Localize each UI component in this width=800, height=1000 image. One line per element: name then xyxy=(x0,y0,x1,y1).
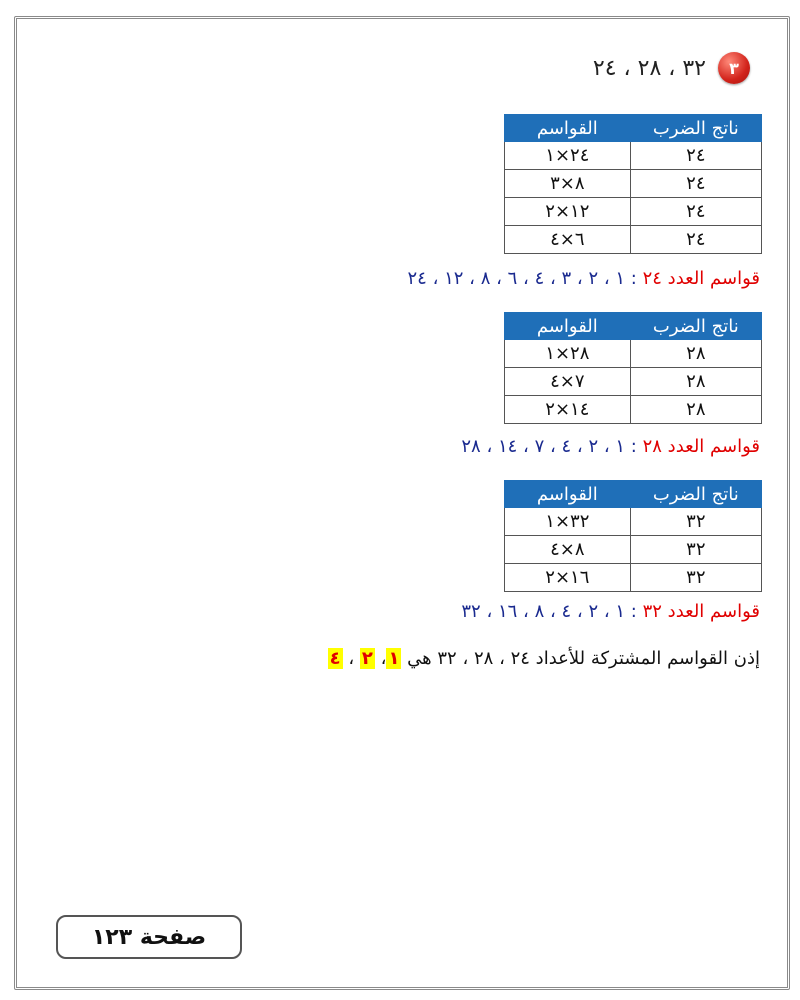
table-header-row xyxy=(505,481,762,508)
table-header-row xyxy=(505,313,762,340)
table-row xyxy=(505,368,762,396)
table-row xyxy=(505,536,762,564)
divisors-values: : ١ ، ٢ ، ٣ ، ٤ ، ٦ ، ٨ ، ١٢ ، ٢٤ xyxy=(407,268,637,289)
factors-header: القواسم xyxy=(505,313,631,340)
table-row xyxy=(505,396,762,424)
product-cell: ٢٤ xyxy=(630,142,761,170)
page-number-label: صفحة ١٢٣ xyxy=(56,915,242,959)
factors-cell: ٣٢×١ xyxy=(505,508,631,536)
factors-table-32 xyxy=(504,480,762,592)
factors-cell: ٦×٤ xyxy=(505,226,631,254)
product-cell: ٢٤ xyxy=(630,226,761,254)
common-divisor-1: ١ xyxy=(388,648,400,669)
divisors-values: : ١ ، ٢ ، ٤ ، ٨ ، ١٦ ، ٣٢ xyxy=(461,601,637,622)
table-row xyxy=(505,142,762,170)
factors-header: القواسم xyxy=(505,115,631,142)
product-cell: ٣٢ xyxy=(630,508,761,536)
product-cell: ٢٤ xyxy=(630,170,761,198)
product-cell: ٣٢ xyxy=(630,536,761,564)
divisors-line-32 xyxy=(461,601,760,622)
table-row xyxy=(505,564,762,592)
product-header: ناتج الضرب xyxy=(630,115,761,142)
table-row xyxy=(505,198,762,226)
table-row xyxy=(505,508,762,536)
product-cell: ٢٨ xyxy=(630,396,761,424)
common-divisor-2: ٢ xyxy=(361,648,373,669)
factors-cell: ١٤×٢ xyxy=(505,396,631,424)
factors-cell: ٨×٤ xyxy=(505,536,631,564)
product-header: ناتج الضرب xyxy=(630,313,761,340)
product-cell: ٢٨ xyxy=(630,340,761,368)
factors-table-24 xyxy=(504,114,762,254)
conclusion-text: إذن القواسم المشتركة للأعداد ٢٤ ، ٢٨ ، ٣٢ هي xyxy=(407,648,760,669)
factors-header: القواسم xyxy=(505,481,631,508)
divisors-line-24 xyxy=(408,268,761,289)
divisors-line-28 xyxy=(461,436,760,457)
factors-cell: ١٢×٢ xyxy=(505,198,631,226)
product-cell: ٢٤ xyxy=(630,198,761,226)
table-header-row xyxy=(505,115,762,142)
product-cell: ٣٢ xyxy=(630,564,761,592)
table-row xyxy=(505,170,762,198)
factors-table-28 xyxy=(504,312,762,424)
factors-cell: ٢٨×١ xyxy=(505,340,631,368)
factors-cell: ٧×٤ xyxy=(505,368,631,396)
conclusion-line: إذن القواسم المشتركة للأعداد ٢٤ ، ٢٨ ، ٣٢ هي ١، ٢ ، ٤ xyxy=(329,648,760,669)
factors-cell: ٢٤×١ xyxy=(505,142,631,170)
table-row xyxy=(505,226,762,254)
exercise-numbers: ٣٢ ، ٢٨ ، ٢٤ xyxy=(592,55,706,81)
product-header: ناتج الضرب xyxy=(630,481,761,508)
divisors-values: : ١ ، ٢ ، ٤ ، ٧ ، ١٤ ، ٢٨ xyxy=(461,436,637,457)
table-row xyxy=(505,340,762,368)
common-divisor-3: ٤ xyxy=(329,648,341,669)
divisors-label: قواسم العدد ٢٤ xyxy=(642,268,760,289)
exercise-number-badge: ٣ xyxy=(718,52,750,84)
divisors-label: قواسم العدد ٣٢ xyxy=(642,601,760,622)
product-cell: ٢٨ xyxy=(630,368,761,396)
factors-cell: ٨×٣ xyxy=(505,170,631,198)
exercise-header xyxy=(593,52,750,84)
divisors-label: قواسم العدد ٢٨ xyxy=(642,436,760,457)
factors-cell: ١٦×٢ xyxy=(505,564,631,592)
